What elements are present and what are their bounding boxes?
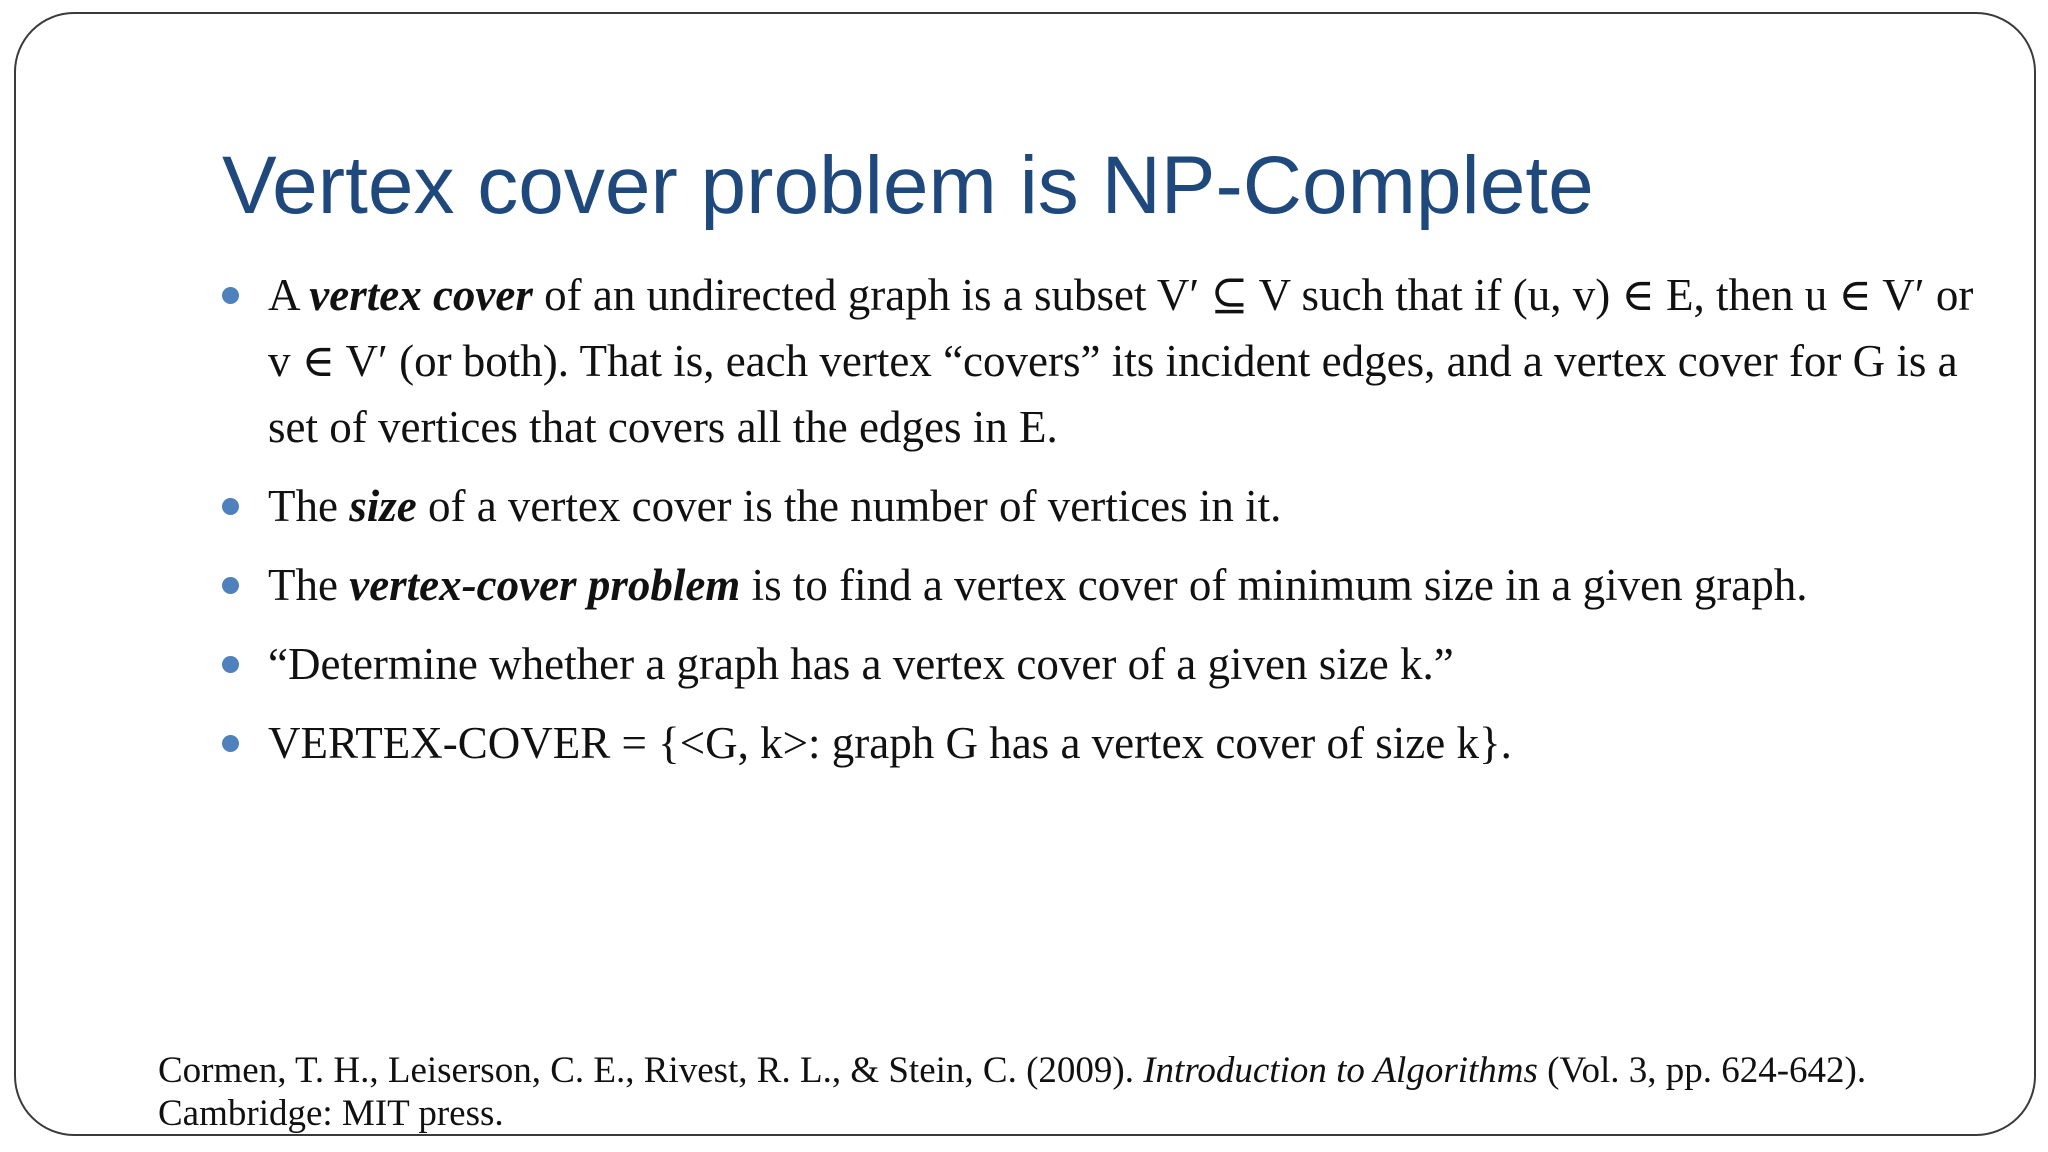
- bullet-text-pre: The: [268, 481, 350, 531]
- bullet-text: VERTEX-COVER = {<G, k>: graph G has a vertex cover of size k}.: [268, 718, 1512, 768]
- bullet-term-emphasis: size: [349, 481, 417, 531]
- bullet-dot-icon: [222, 656, 239, 673]
- bullet-dot-icon: [222, 287, 239, 304]
- bullet-text-pre: A: [268, 270, 310, 320]
- bullet-item-language-definition: [268, 710, 1988, 776]
- bullet-text-post: is to find a vertex cover of minimum size in a given graph.: [740, 560, 1808, 610]
- bullet-list: [268, 262, 1988, 789]
- bullet-item-size-definition: [268, 473, 1988, 539]
- bullet-text: “Determine whether a graph has a vertex cover of a given size k.”: [268, 639, 1454, 689]
- bullet-text-pre: The: [268, 560, 350, 610]
- citation-authors: Cormen, T. H., Leiserson, C. E., Rivest, R. L., & Stein, C. (2009).: [158, 1050, 1144, 1091]
- bullet-term-emphasis: vertex cover: [309, 270, 533, 320]
- slide-title: Vertex cover problem is NP-Complete: [222, 140, 1594, 231]
- bullet-dot-icon: [222, 498, 239, 515]
- citation-details: (Vol. 3, pp. 624-642). Cambridge: MIT press.: [158, 1050, 1867, 1134]
- bullet-dot-icon: [222, 735, 239, 752]
- bullet-term-emphasis: vertex-cover problem: [349, 560, 741, 610]
- bullet-text-post: of a vertex cover is the number of vertices in it.: [416, 481, 1282, 531]
- bullet-item-decision-question: [268, 631, 1988, 697]
- slide: [14, 12, 2036, 1136]
- bullet-item-problem-definition: [268, 552, 1988, 618]
- citation: [158, 1049, 1918, 1135]
- bullet-text-post: of an undirected graph is a subset V′ ⊆ V such that if (u, v) ∈ E, then u ∈ V′ or v ∈ V′ (or both). That is, each vertex “covers” its incident edges, and a vertex cover for G is a set of vertices that covers all the edges in E.: [268, 270, 1974, 452]
- bullet-dot-icon: [222, 577, 239, 594]
- bullet-item-vertex-cover-definition: [268, 262, 1988, 460]
- citation-book-title: Introduction to Algorithms: [1143, 1050, 1538, 1091]
